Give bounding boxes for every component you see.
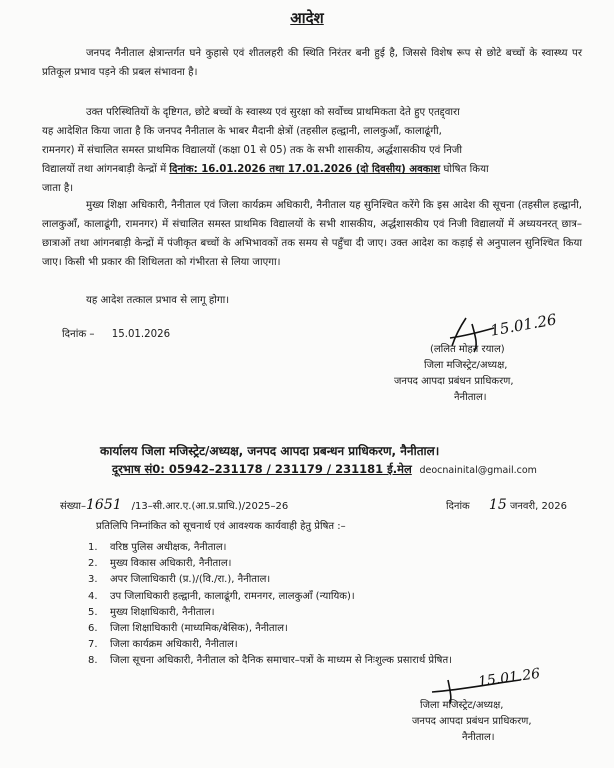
order-paragraph-2-line-3: रामनगर) में संचालित समस्त प्राथमिक विद्यालयों (कक्षा 01 से 05) तक के सभी शासकीय, अर्द्धशासकीय एवं निजी xyxy=(42,145,463,156)
reference-number xyxy=(60,497,288,513)
order-paragraph-1: जनपद नैनीताल क्षेत्रान्तर्गत घने कुहासे एवं शीतलहरी की स्थिति निरंतर बनी हुई है, जिससे विशेष रूप से छोटे बच्चों के स्वास्थ्य पर प्रतिकूल प्रभाव पड़ने की प्रबल संभावना है। xyxy=(42,48,582,78)
signatory-1-block xyxy=(394,342,514,406)
recipient-text: अपर जिलाधिकारी (प्र.)/(वि./रा.), नैनीताल। xyxy=(110,574,271,586)
holiday-dates-highlight: दिनांक: 16.01.2026 तथा 17.01.2026 (दो दिवसीय) अवकाश xyxy=(169,164,441,175)
signatory-1-place: नैनीताल। xyxy=(454,392,487,403)
recipient-number: 2. xyxy=(88,558,98,570)
recipient-number: 8. xyxy=(88,655,98,667)
order-paragraph-3: मुख्य शिक्षा अधिकारी, नैनीताल एवं जिला कार्यक्रम अधिकारी, नैनीताल यह सुनिश्चित करेंगे कि इस आदेश की सूचना (तहसील हल्द्वानी, लालकुआँ, कालाढूंगी, रामनगर) में संचालित समस्त प्राथमिक विद्यालयों के सभी शासकीय, अर्द्धशासकीय एवं निजी विद्यालयों में अध्ययनरत् छात्र–छात्राओं तथा आंगनबाड़ी केन्द्रों में पंजीकृत बच्चों के अभिभावकों तक समय से पहुँचा दी जाए। उक्त आदेश का कड़ाई से अनुपालन सुनिश्चित किया जाए। किसी भी प्रकार की शिथिलता को गंभीरता से लिया जाएगा। xyxy=(42,200,582,268)
recipient-text: मुख्य विकास अधिकारी, नैनीताल। xyxy=(110,558,232,570)
recipient-item xyxy=(88,636,588,650)
order-paragraph-2-line-5: जाता है। xyxy=(42,183,74,194)
reference-handwritten-number: 1651 xyxy=(86,497,122,513)
recipient-number: 7. xyxy=(88,639,98,651)
copy-date xyxy=(446,497,567,513)
signatory-2-place: नैनीताल। xyxy=(462,732,495,743)
reference-code: /13–सी.आर.ए.(आ.प्र.प्राधि.)/2025–26 xyxy=(131,501,289,512)
recipient-item xyxy=(88,620,588,634)
office-heading: कार्यालय जिला मजिस्ट्रेट/अध्यक्ष, जनपद आपदा प्रबन्धन प्राधिकरण, नैनीताल। xyxy=(100,444,440,458)
signature-2-handwritten: 15.01.26 xyxy=(477,665,542,691)
recipient-number: 5. xyxy=(88,606,98,618)
order-paragraph-2-line-2: यह आदेशित किया जाता है कि जनपद नैनीताल के भाबर मैदानी क्षेत्रों (तहसील हल्द्वानी, लालकुआँ, कालाढूंगी, xyxy=(42,126,442,137)
copy-date-rest: जनवरी, 2026 xyxy=(509,501,567,512)
signatory-1-title: जिला मजिस्ट्रेट/अध्यक्ष, xyxy=(424,360,508,371)
recipient-text: जिला शिक्षाधिकारी (माध्यमिक/बेसिक), नैनीताल। xyxy=(110,623,288,634)
signatory-2-org: जनपद आपदा प्रबंधन प्राधिकरण, xyxy=(412,716,532,727)
recipient-item xyxy=(88,604,588,618)
order-paragraph-2-line-4-start: विद्यालयों तथा आंगनबाड़ी केन्द्रों में xyxy=(42,164,170,175)
recipient-number: 6. xyxy=(88,623,98,634)
signatory-1-name: (ललित मोहन रयाल) xyxy=(430,344,505,355)
order-paragraph-2 xyxy=(42,103,582,198)
office-contact xyxy=(112,462,537,477)
order-paragraph-2-line-4-end: घोषित किया xyxy=(440,164,489,175)
signatory-2-block xyxy=(412,698,532,746)
recipient-number: 3. xyxy=(88,574,98,586)
recipient-text: जिला सूचना अधिकारी, नैनीताल को दैनिक समाचार–पत्रों के माध्यम से निःशुल्क प्रसारार्थ प्रेषित। xyxy=(110,655,452,667)
copy-date-label: दिनांक xyxy=(446,501,470,512)
order-paragraph-2-line-4 xyxy=(42,160,582,179)
copy-date-handwritten-day: 15 xyxy=(488,497,507,513)
recipient-number: 4. xyxy=(88,590,98,602)
contact-email: deocnainital@gmail.com xyxy=(419,465,537,476)
order-date-value: 15.01.2026 xyxy=(111,329,171,340)
order-paragraph-2-line-1: उक्त परिस्थितियों के दृष्टिगत, छोटे बच्चों के स्वास्थ्य एवं सुरक्षा को सर्वोच्च प्राथमिकता देते हुए एतद्द्वारा xyxy=(86,107,460,118)
recipient-item xyxy=(88,555,588,569)
contact-phone-label: दूरभाष सं0: 05942–231178 / 231179 / 231181 ई.मेल xyxy=(112,462,412,476)
recipient-item xyxy=(88,571,588,585)
order-title: आदेश xyxy=(290,9,324,27)
recipient-item xyxy=(88,652,588,666)
order-date xyxy=(62,326,170,340)
reference-label: संख्या– xyxy=(60,501,86,512)
recipient-text: मुख्य शिक्षाधिकारी, नैनीताल। xyxy=(110,606,215,618)
recipient-item xyxy=(88,588,588,602)
recipient-item xyxy=(88,539,588,553)
recipient-text: वरिष्ठ पुलिस अधीक्षक, नैनीताल। xyxy=(110,542,227,553)
order-date-label: दिनांक – xyxy=(62,329,95,340)
signature-1-handwritten: 15.01.26 xyxy=(488,310,558,340)
signatory-2-title: जिला मजिस्ट्रेट/अध्यक्ष, xyxy=(420,700,504,711)
recipient-number: 1. xyxy=(88,542,98,553)
recipient-text: उप जिलाधिकारी हल्द्वानी, कालाढूंगी, रामनगर, लालकुआँ (न्यायिक)। xyxy=(110,590,355,602)
signatory-1-org: जनपद आपदा प्रबंधन प्राधिकरण, xyxy=(394,376,514,387)
copy-intro: प्रतिलिपि निम्नांकित को सूचनार्थ एवं आवश्यक कार्यवाही हेतु प्रेषित :– xyxy=(96,521,346,532)
order-paragraph-4: यह आदेश तत्काल प्रभाव से लागू होगा। xyxy=(86,295,230,306)
recipient-text: जिला कार्यक्रम अधिकारी, नैनीताल। xyxy=(110,639,238,651)
